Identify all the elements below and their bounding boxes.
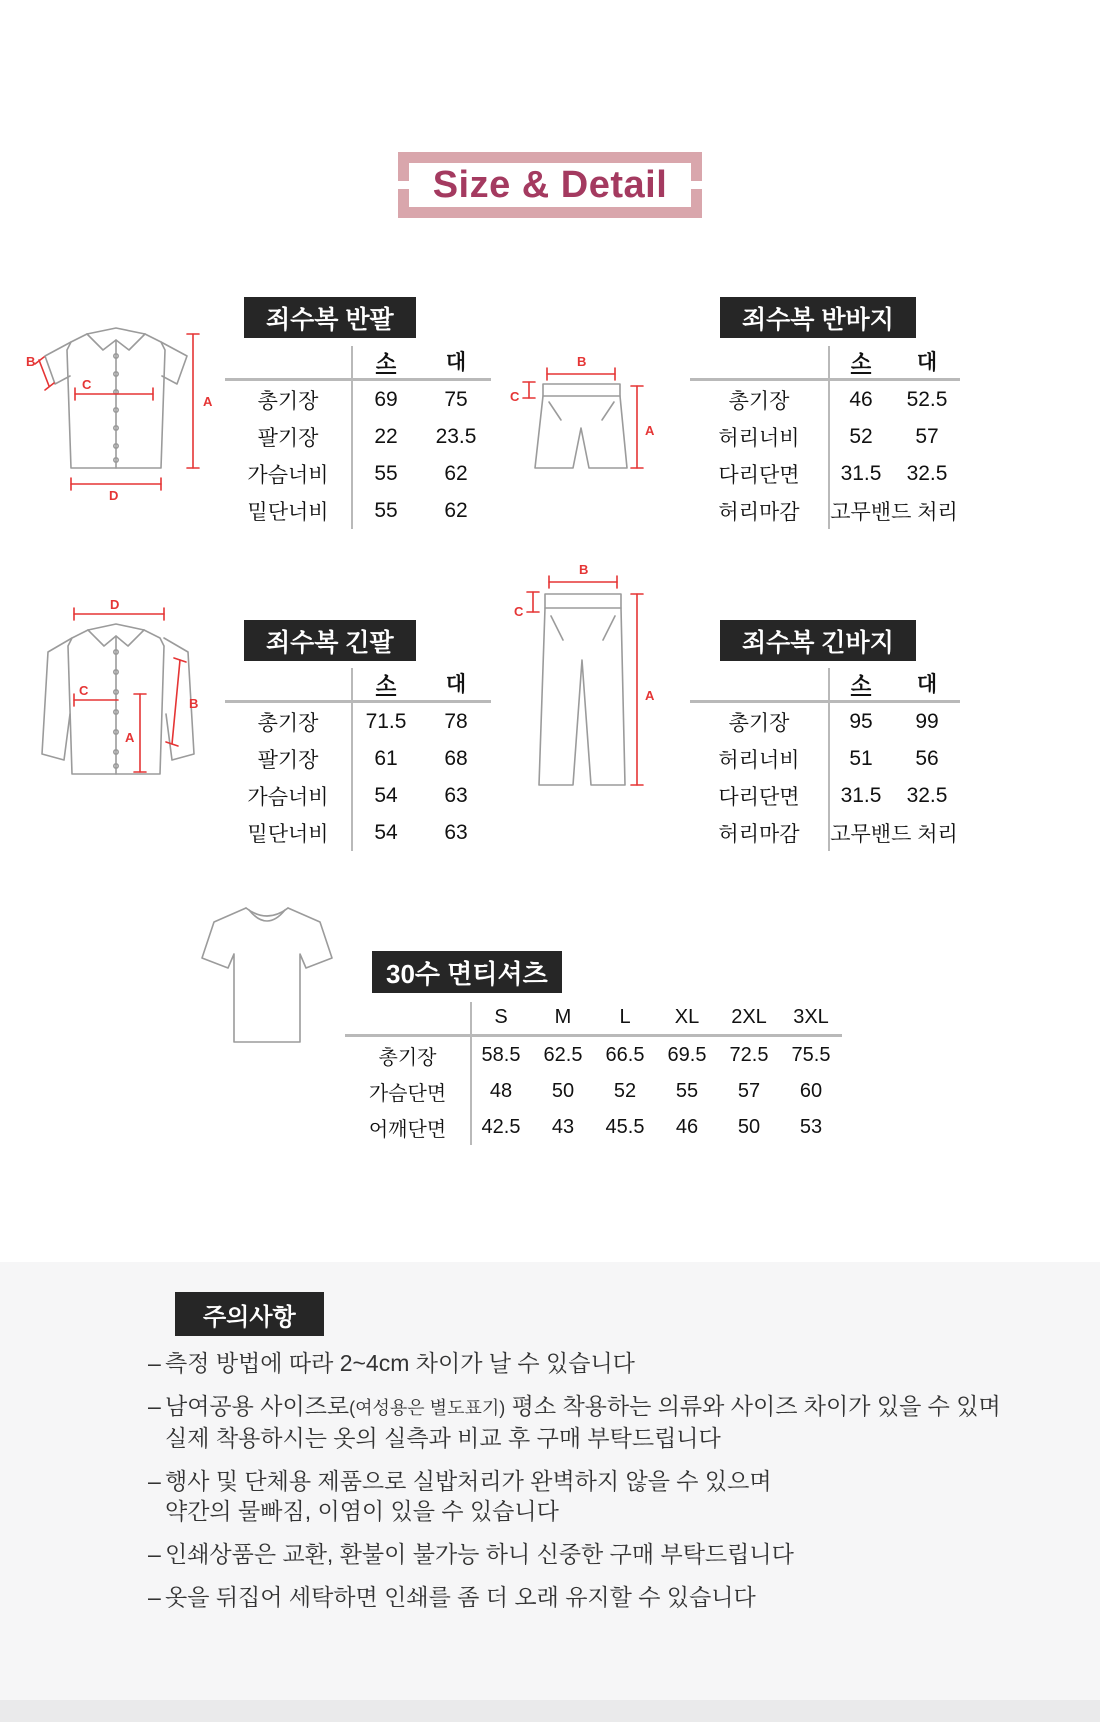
garment-outline [535,384,627,468]
measure-label-b: B [579,562,589,577]
section-header-ginbaji [720,620,916,661]
notice-text: 인쇄상품은 교환, 환불이 불가능 하니 신중한 구매 부탁드립니다 [165,1541,794,1567]
measure-label-c: C [510,389,520,404]
cell: 62.5 [543,1043,583,1066]
size-table-ginbaji [690,666,960,851]
cell: 50 [551,1079,575,1102]
page-title: Size & Detail [432,163,668,206]
notice-item [148,1348,1028,1378]
notice-item [148,1539,1028,1569]
table-row [690,740,960,777]
notice-item [148,1466,1028,1526]
table-row [345,1109,842,1145]
short-sleeve-shirt-diagram [25,298,225,503]
section-header-label: 죄수복 긴바지 [742,628,894,657]
row-label: 밑단너비 [247,500,329,524]
row-label: 팔기장 [257,426,319,450]
cell: 62 [444,461,468,485]
cell: 55 [374,498,398,522]
cell: 69 [374,387,398,411]
notice-text-small: (여성용은 별도표기) [349,1398,506,1418]
section-header-label: 죄수복 반팔 [266,305,394,334]
cell: 32.5 [906,461,948,485]
table-header-row [345,1000,842,1037]
cell: 42.5 [481,1115,521,1138]
table-row [225,740,491,777]
table-header-row [225,666,491,703]
cell: 45.5 [605,1115,645,1138]
measure-label-c: C [79,683,89,698]
row-label: 허리너비 [718,426,800,450]
cell: 57 [737,1079,761,1102]
measure-label-d: D [110,597,120,612]
col-header: 대 [916,351,938,374]
row-label: 총기장 [378,1046,437,1069]
cell: 54 [374,820,398,844]
col-header: 소 [375,351,397,374]
cell: 68 [444,746,468,770]
table-divider [470,1002,472,1145]
cell: 75.5 [791,1043,831,1066]
notice-item [148,1391,1028,1453]
row-label: 팔기장 [257,748,319,772]
cell: 51 [849,746,873,770]
garment-outline [45,328,187,468]
cell: 63 [444,820,468,844]
table-row [690,814,960,851]
cell: 61 [374,746,398,770]
size-table-banbaji [690,344,960,529]
long-sleeve-shirt-diagram [22,596,222,808]
row-label: 총기장 [728,389,790,413]
table-row [345,1037,842,1073]
bullet-dash: – [148,1541,161,1567]
shorts-diagram [505,340,660,500]
cell: 62 [444,498,468,522]
notice-text-line2: 실제 착용하시는 옷의 실측과 비교 후 구매 부탁드립니다 [165,1425,721,1451]
col-header: 소 [850,673,872,696]
table-divider [351,346,353,529]
notice-text-line2: 약간의 물빠짐, 이염이 있을 수 있습니다 [165,1498,559,1524]
notice-item [148,1582,1028,1612]
cell: 50 [737,1115,761,1138]
notice-list [148,1348,1028,1612]
cell: 고무밴드 처리 [830,500,958,524]
cell: 58.5 [481,1043,521,1066]
cell: 52 [849,424,873,448]
measure-label-a: A [645,688,655,703]
table-row [225,418,491,455]
col-header: 3XL [793,1005,829,1028]
cell: 43 [551,1115,575,1138]
table-row [690,703,960,740]
measure-label-b: B [577,354,587,369]
cell: 95 [849,709,873,733]
cell: 53 [799,1115,823,1138]
table-row [225,455,491,492]
row-label: 밑단너비 [247,822,329,846]
cell: 57 [915,424,939,448]
garment-outline [42,624,194,774]
cell: 46 [849,387,873,411]
cell: 54 [374,783,398,807]
cell: 72.5 [729,1043,769,1066]
table-row [690,381,960,418]
col-header: L [619,1005,631,1028]
cell: 52.5 [906,387,948,411]
notice-text-part: 행사 및 단체용 제품으로 실밥처리가 완벽하지 않을 수 있으며 [165,1468,772,1494]
garment-outline [202,908,332,1042]
cell: 63 [444,783,468,807]
notice-text: 측정 방법에 따라 2~4cm 차이가 날 수 있습니다 [165,1350,635,1376]
measure-label-b: B [189,696,199,711]
notice-text: 옷을 뒤집어 세탁하면 인쇄를 좀 더 오래 유지할 수 있습니다 [165,1584,756,1610]
table-divider [828,346,830,529]
title-frame [398,152,702,218]
row-label: 가슴단면 [368,1082,447,1105]
measure-label-c: C [82,377,92,392]
col-header: M [554,1005,572,1028]
table-row [345,1073,842,1109]
table-row [690,777,960,814]
notice-text-part: 남여공용 사이즈로 [165,1393,350,1419]
col-header: 대 [445,351,467,374]
cell: 60 [799,1079,823,1102]
cell: 66.5 [605,1043,645,1066]
cell: 48 [489,1079,513,1102]
cell: 31.5 [840,461,882,485]
col-header: 대 [916,673,938,696]
measure-label-b: B [26,354,36,369]
row-label: 가슴너비 [247,785,329,809]
size-table-tshirt [345,1000,842,1145]
section-header-label: 죄수복 긴팔 [266,628,394,657]
table-divider [351,668,353,851]
row-label: 총기장 [728,711,790,735]
section-header-label: 30수 면티셔츠 [386,958,548,989]
cell: 75 [444,387,468,411]
row-label: 허리너비 [718,748,800,772]
measure-label-c: C [514,604,524,619]
cell: 78 [444,709,468,733]
cell: 69.5 [667,1043,707,1066]
section-header-ginpal [244,620,416,661]
measure-label-d: D [109,488,119,503]
row-label: 총기장 [257,389,319,413]
measure-label-a: A [125,730,135,745]
long-pants-diagram [505,560,665,800]
section-header-banbaji [720,297,916,338]
row-label: 다리단면 [718,785,800,809]
table-row [225,381,491,418]
section-header-banpal [244,297,416,338]
notice-text [165,1391,1028,1453]
row-label: 다리단면 [718,463,800,487]
table-row [225,814,491,851]
measure-label-a: A [203,394,213,409]
notice-header-label: 주의사항 [203,1303,296,1331]
bullet-dash: – [148,1468,161,1494]
table-row [225,703,491,740]
tshirt-diagram [182,882,352,1057]
size-table-ginpal [225,666,491,851]
table-divider [828,668,830,851]
section-header-label: 죄수복 반바지 [742,305,894,334]
cell: 55 [675,1079,699,1102]
bullet-dash: – [148,1393,161,1419]
cell: 52 [613,1079,637,1102]
cell: 고무밴드 처리 [830,822,958,846]
garment-outline [539,594,625,785]
cell: 22 [374,424,398,448]
row-label: 허리마감 [718,822,800,846]
cell: 55 [374,461,398,485]
bullet-dash: – [148,1350,161,1376]
col-header: 대 [445,673,467,696]
col-header: 소 [375,673,397,696]
table-row [690,455,960,492]
table-header-row [225,344,491,381]
row-label: 허리마감 [718,500,800,524]
col-header: XL [674,1005,700,1028]
cell: 23.5 [435,424,477,448]
col-header: S [494,1005,508,1028]
measure-label-a: A [645,423,655,438]
section-header-tshirt [372,951,562,993]
table-header-row [690,344,960,381]
row-label: 어깨단면 [368,1118,447,1141]
bullet-dash: – [148,1584,161,1610]
table-row [690,492,960,529]
notice-text [165,1466,1028,1526]
table-row [690,418,960,455]
notice-text-part: 평소 착용하는 의류와 사이즈 차이가 있을 수 있며 [505,1393,1001,1419]
col-header: 소 [850,351,872,374]
cell: 32.5 [906,783,948,807]
col-header: 2XL [731,1005,767,1028]
cell: 71.5 [365,709,407,733]
footer-strip [0,1700,1100,1722]
cell: 31.5 [840,783,882,807]
cell: 99 [915,709,939,733]
notice-header [175,1292,324,1336]
row-label: 가슴너비 [247,463,329,487]
row-label: 총기장 [257,711,319,735]
table-row [225,777,491,814]
cell: 46 [675,1115,699,1138]
table-row [225,492,491,529]
table-header-row [690,666,960,703]
cell: 56 [915,746,939,770]
size-table-banpal [225,344,491,529]
